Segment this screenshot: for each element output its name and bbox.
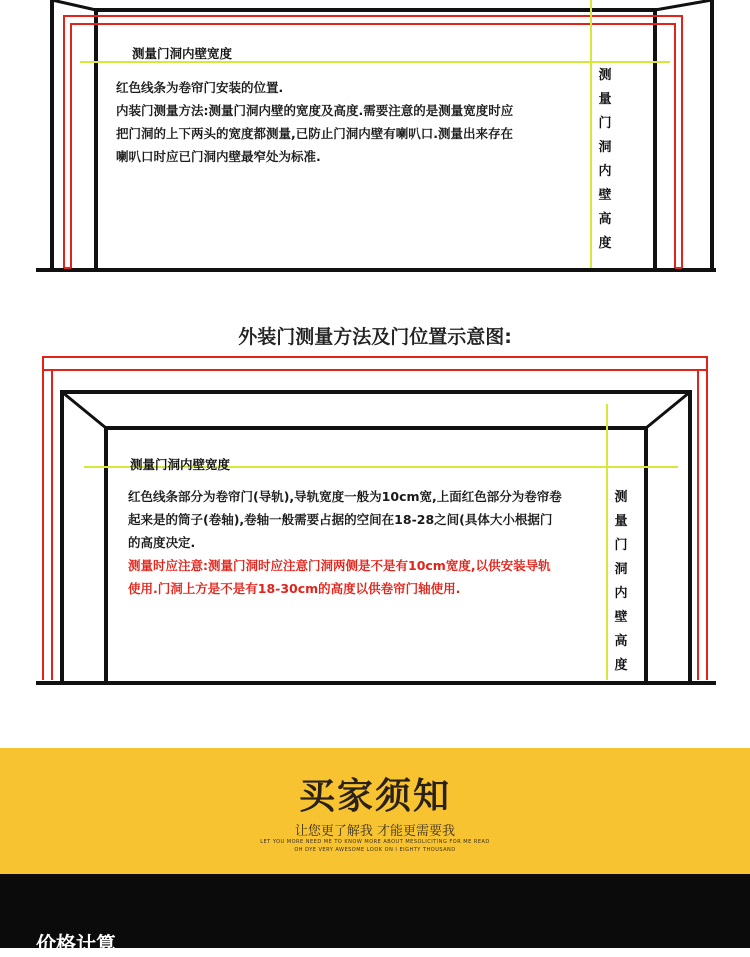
notice-title: 买家须知 [298,776,451,817]
height-label: 测 量 门 洞 内 壁 高 度 [614,490,628,673]
notice-english-2: OH DYE VERY AWESOME LOOK ON I EIGHTY THOUSAND [294,847,456,853]
warning-text: 测量时应注意:测量门洞时应注意门洞两侧是不是有10cm宽度,以供安装导轨 [128,558,551,573]
height-label: 测 量 门 洞 内 壁 高 度 [598,68,612,251]
section-title: 外装门测量方法及门位置示意图: [238,326,512,348]
warning-text: 使用.门洞上方是不是有18-30cm的高度以供卷帘门轴使用. [128,581,461,596]
description-text: 红色线条部分为卷帘门(导轨),导轨宽度一般为10cm宽,上面红色部分为卷帘卷 起来是的筒子(卷轴),卷轴一般需要占据的空间在18-28之间(具体大小根据门 的高度决定. 测量时应注意:测量门洞时应注意门洞两侧是不是有10cm宽度,以供安装导轨 使用.门洞上方是不是有18-30cm的高度以供卷帘门轴使用. [128,485,562,600]
notice-banner [0,748,750,874]
width-label: 测量门洞内壁宽度 [132,46,233,61]
description-text: 红色线条为卷帘门安装的位置. 内装门测量方法:测量门洞内壁的宽度及高度.需要注意的是测量宽度时应 把门洞的上下两头的宽度都测量,已防止门洞内壁有喇叭口.测量出来存在 喇叭口时应已门洞内壁最窄处为标准. [116,80,514,164]
notice-english-1: LET YOU MORE NEED ME TO KNOW MORE ABOUT MESOLICITING FOR ME READ [260,839,490,845]
price-section [0,874,750,956]
width-label: 测量门洞内壁宽度 [130,457,231,472]
price-heading: 价格计算 [36,932,116,956]
notice-subtitle: 让您更了解我 才能更需要我 [294,824,456,839]
